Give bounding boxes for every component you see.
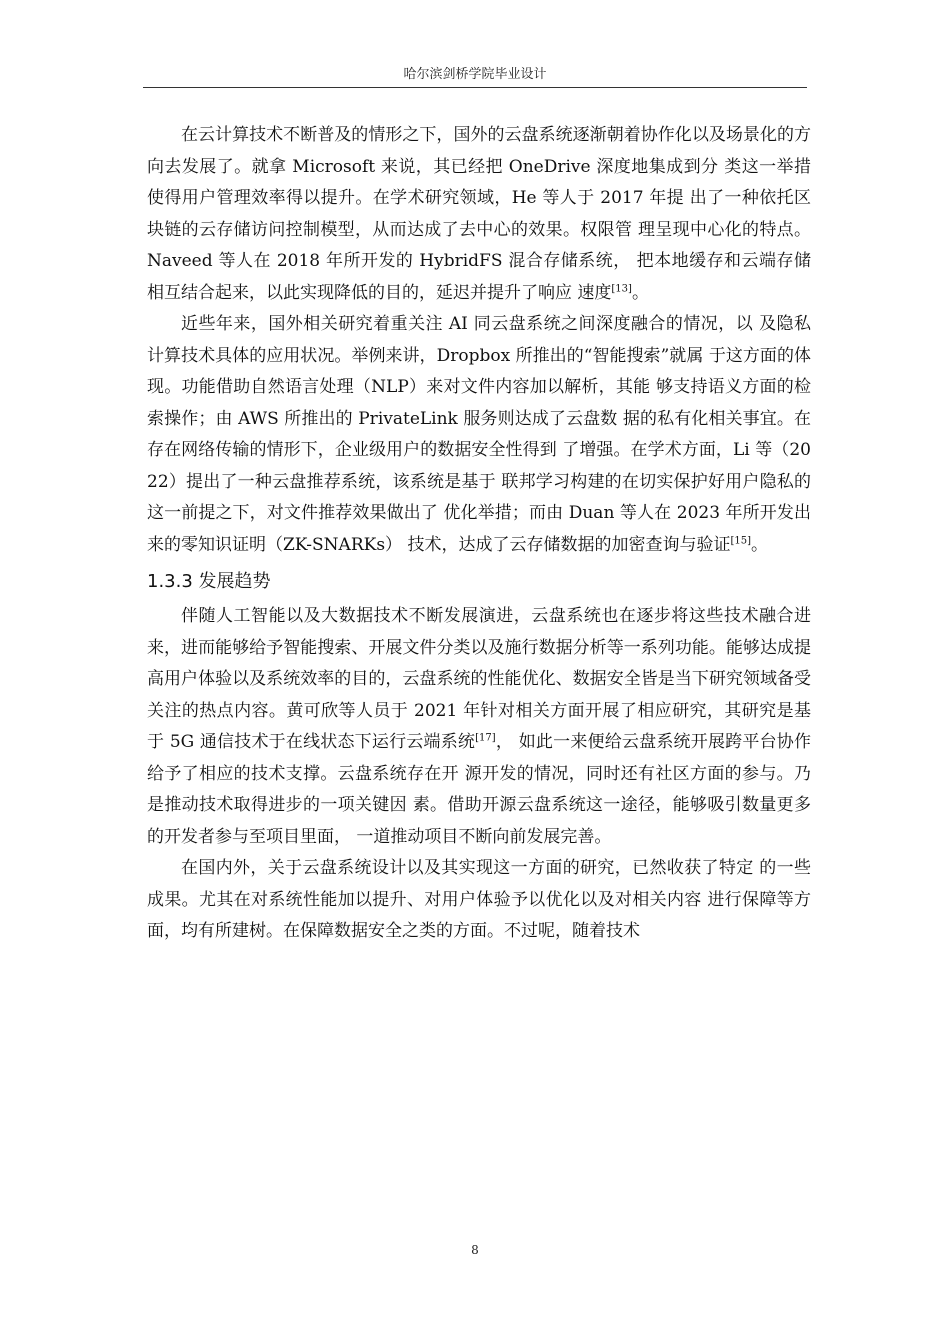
body-text bbox=[147, 120, 811, 948]
paragraph-overseas-ai bbox=[147, 309, 811, 561]
paragraph-trends bbox=[147, 601, 811, 853]
header-divider bbox=[143, 87, 807, 88]
paragraph-overseas-collaboration bbox=[147, 120, 811, 309]
paragraph-text: 近些年来，国外相关研究着重关注 AI 同云盘系统之间深度融合的情况，以 及隐私计算技术具体的应用状况。举例来讲，Dropbox 所推出的“智能搜索”就属 于这方面的体现。功能借助自然语言处理（NLP）来对文件内容加以解析，其能 够支持语义方面的检索操作；由 AWS 所推出的 PrivateLink 服务则达成了云盘数 据的私有化相关事宜。在存在网络传输的情形下，企业级用户的数据安全性得到 了增强。在学术方面，Li 等（2022）提出了一种云盘推荐系统，该系统是基于 联邦学习构建的在切实保护好用户隐私的这一前提之下，对文件推荐效果做出了 优化举措；而由 Duan 等人在 2023 年所开发出来的零知识证明（ZK-SNARKs） 技术，达成了云存储数据的加密查询与验证 bbox=[147, 314, 811, 555]
paragraph-tail: 。 bbox=[750, 534, 768, 555]
paragraph-text: 在国内外，关于云盘系统设计以及其实现这一方面的研究，已然收获了特定 的一些成果。尤其在对系统性能加以提升、对用户体验予以优化以及对相关内容 进行保障等方面，均有所建树。在保障数据安全之类的方面。不过呢，随着技术 bbox=[147, 858, 811, 941]
paragraph-text: 在云计算技术不断普及的情形之下，国外的云盘系统逐渐朝着协作化以及场景化的方向去发展了。就拿 Microsoft 来说，其已经把 OneDrive 深度地集成到分 类这一举措使得用户管理效率得以提升。在学术研究领域，He 等人于 2017 年提 出了一种依托区块链的云存储访问控制模型，从而达成了去中心的效果。权限管 理呈现中心化的特点。Naveed 等人在 2018 年所开发的 HybridFS 混合存储系统， 把本地缓存和云端存储相互结合起来，以此实现降低的目的，延迟并提升了响应 速度 bbox=[147, 125, 811, 303]
paragraph-tail: 。 bbox=[631, 282, 649, 303]
section-heading: 1.3.3 发展趋势 bbox=[147, 571, 271, 592]
page-number: 8 bbox=[471, 1243, 479, 1257]
paragraph-text: 伴随人工智能以及大数据技术不断发展演进，云盘系统也在逐步将这些技术融合进来，进而能够给予智能搜索、开展文件分类以及施行数据分析等一系列功能。能够达成提高用户体验以及系统效率的目的，云盘系统的性能优化、数据安全皆是当下研究领域备受关注的热点内容。黄可欣等人员于 2021 年针对相关方面开展了相应研究，其研究是基于 5G 通信技术于在线状态下运行云端系统 bbox=[147, 606, 811, 752]
paragraph-tail: ， 如此一来便给云盘系统开展跨平台协作给予了相应的技术支撑。云盘系统存在开 源开发的情况，同时还有社区方面的参与。乃是推动技术取得进步的一项关键因 素。借助开源云盘系统这一途径，能够吸引数量更多的开发者参与至项目里面， 一道推动项目不断向前发展完善。 bbox=[147, 732, 812, 847]
citation-ref: [17] bbox=[475, 732, 496, 744]
citation-ref: [15] bbox=[730, 534, 751, 546]
citation-ref: [13] bbox=[611, 282, 632, 294]
page-header: 哈尔滨剑桥学院毕业设计 bbox=[403, 67, 547, 82]
paragraph-domestic bbox=[147, 853, 811, 948]
